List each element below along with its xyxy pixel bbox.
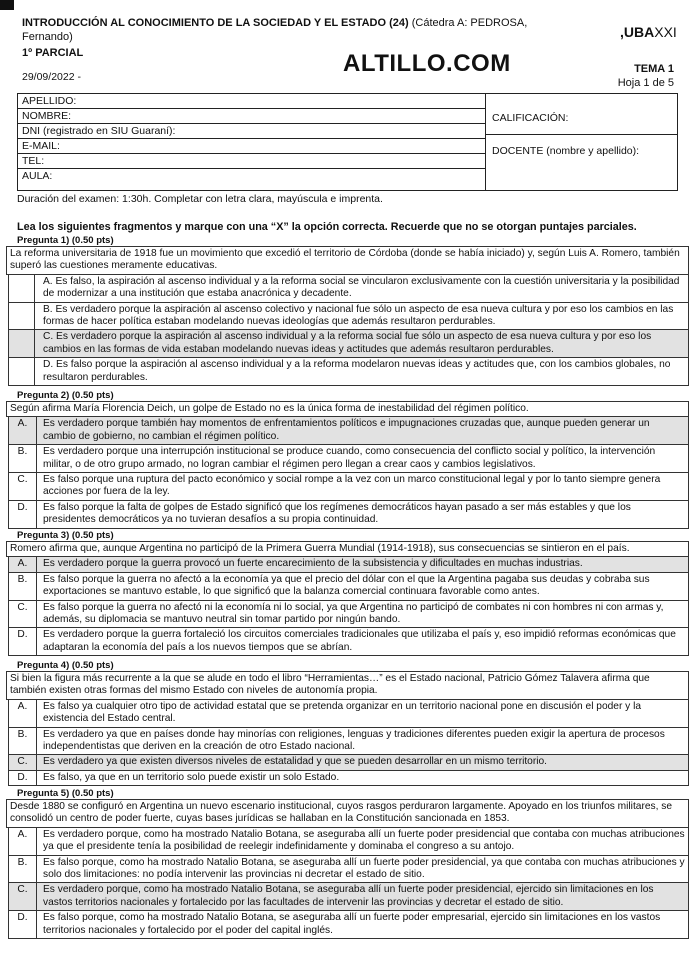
field-email[interactable]: E-MAIL:	[18, 139, 485, 154]
option-d[interactable]	[9, 627, 688, 655]
student-id-box	[17, 93, 678, 191]
question-stem: Romero afirma que, aunque Argentina no participó de la Primera Guerra Mundial (1914-1918), sus consecuencias se sintieron en el país.	[6, 541, 689, 557]
option-letter[interactable]: A.	[9, 828, 37, 855]
option-letter[interactable]: C.	[9, 473, 37, 500]
option-text: Es verdadero porque una interrupción institucional se produce cuando, como consecuencia del conflicto social y político, la intervención militar, o de otro grupo armado, no logran cambiar el régimen pero llegan a crear caos y cambios legislativos.	[43, 446, 656, 470]
question-label: Pregunta 4) (0.50 pts)	[17, 660, 114, 671]
student-fields	[18, 94, 486, 190]
option-text: Es falso porque la guerra no afectó ni la economía ni lo social, ya que Argentina no participó de combates ni con hombres ni con armas y, además, su diplomacia se mantuvo neutral sin tomar partido por ningún bando.	[43, 601, 664, 626]
field-apellido[interactable]: APELLIDO:	[18, 94, 485, 109]
docente-cell	[486, 135, 677, 190]
instructions: Lea los siguientes fragmentos y marque con una “X” la opción correcta. Recuerde que no se otorgan puntajes parciales.	[17, 221, 637, 233]
option-c[interactable]	[9, 754, 688, 769]
option-d[interactable]	[9, 357, 688, 385]
option-text: A. Es falso, la aspiración al ascenso individual y a la reforma social se vincularon exclusivamente con la cuestión universitaria y la posibilidad de modernizar a una institución que estaba anacrónica y decadente.	[43, 275, 680, 300]
option-letter[interactable]: A.	[9, 557, 37, 571]
question-stem: La reforma universitaria de 1918 fue un movimiento que excedió el territorio de Córdoba (donde se había iniciado) y, según Luis A. Romero, también superó las cuestiones meramente educativas.	[6, 246, 689, 275]
tema-label: TEMA 1	[634, 63, 674, 75]
option-text: Es falso porque una ruptura del pacto económico y social rompe a la vez con un marco constitucional legal y por lo tanto siempre genera acciones por fuera de la ley.	[43, 474, 661, 498]
option-text: Es verdadero ya que existen diversos niveles de estatalidad y que se pueden desarrollar en un mismo territorio.	[43, 756, 547, 768]
option-text: C. Es verdadero porque la aspiración al ascenso individual y a la reforma social fue sólo un aspecto de esa nueva cultura y por eso los cambios en las formas de vida estaban modelando nuevas ideas y actitudes que además resultaron perdurables.	[43, 331, 652, 355]
option-checkbox[interactable]	[9, 330, 35, 357]
option-a[interactable]	[9, 828, 688, 855]
option-letter[interactable]: B.	[9, 856, 37, 883]
options-table	[8, 275, 689, 386]
option-letter[interactable]: C.	[9, 883, 37, 910]
option-checkbox[interactable]	[9, 303, 35, 330]
option-b[interactable]	[9, 444, 688, 472]
option-c[interactable]	[9, 472, 688, 500]
option-text: Es falso porque, como ha mostrado Natalio Botana, se aseguraba allí un fuerte poder presidencial, ya que contaba con muchas atribuciones y solo dos limitaciones: no podía intervenir las provincias ni decretar el estado de sitio.	[43, 856, 685, 881]
option-text: Es verdadero porque la guerra fortaleció los circuitos comerciales tradicionales que utilizaba el país y, eso impidió reformas económicas que adaptaran la economía del país a los nuevos tiempos que se abrían.	[43, 629, 676, 653]
question-label: Pregunta 2) (0.50 pts)	[17, 390, 114, 401]
uba-logo	[620, 24, 677, 40]
option-c[interactable]	[9, 600, 688, 628]
tema-block	[600, 62, 674, 90]
option-letter[interactable]: C.	[9, 755, 37, 769]
course-name: INTRODUCCIÓN AL CONOCIMIENTO DE LA SOCIEDAD Y EL ESTADO (24)	[22, 17, 409, 29]
option-letter[interactable]: B.	[9, 445, 37, 472]
option-c[interactable]	[9, 882, 688, 910]
field-nombre[interactable]: NOMBRE:	[18, 109, 485, 124]
watermark: ALTILLO.COM	[343, 50, 511, 77]
question-stem: Según afirma María Florencia Deich, un golpe de Estado no es la única forma de inestabilidad del régimen político.	[6, 401, 689, 417]
option-b[interactable]	[9, 727, 688, 755]
docente-label: DOCENTE (nombre y apellido):	[492, 145, 640, 157]
option-text: Es falso, ya que en un territorio solo puede existir un solo Estado.	[43, 771, 340, 783]
option-text: Es verdadero porque también hay momentos de enfrentamientos políticos e impugnaciones cruzadas que, aunque pueden generar un cambio de gobierno, no cambian el régimen político.	[43, 418, 650, 442]
option-text: Es falso porque, como ha mostrado Natalio Botana, se aseguraba allí un fuerte poder empresarial, ejercido sin limitaciones en los vastos territorios nacionales y fortalecido por el poder del capital inglés.	[43, 912, 661, 936]
question-5	[0, 788, 700, 939]
exam-date: 29/09/2022 -	[22, 71, 81, 83]
options-table	[8, 557, 689, 656]
option-b[interactable]	[9, 855, 688, 883]
option-letter[interactable]: D.	[9, 501, 37, 528]
question-4	[0, 660, 700, 786]
option-a[interactable]	[9, 557, 688, 571]
option-text: Es verdadero porque, como ha mostrado Natalio Botana, se aseguraba allí un fuerte poder presidencial, ejercido sin limitaciones en los vastos territorios nacionales y fortalecido por las facultades de intervenir las provincias y decretar el estado de sitio.	[43, 884, 654, 908]
option-text: B. Es verdadero porque la aspiración al ascenso colectivo y nacional fue sólo un aspecto de esa nueva cultura y por eso los cambios en las formas de hacer política estaban modelando nuevas ideologías que además resultaron perdurables.	[43, 303, 674, 328]
option-b[interactable]	[9, 572, 688, 600]
uba-xxi: XXI	[654, 24, 677, 40]
option-letter[interactable]: B.	[9, 728, 37, 755]
hoja-label: Hoja 1 de 5	[617, 77, 674, 89]
option-letter[interactable]: D.	[9, 911, 37, 938]
corner-mark	[0, 0, 14, 10]
question-label: Pregunta 1) (0.50 pts)	[17, 235, 114, 246]
question-stem: Desde 1880 se configuró en Argentina un nuevo escenario institucional, cuyos rasgos perduraron largamente. Apoyado en los triunfos militares, se consolidó un centro de poder fuerte, cuyas bases jurídicas se hallaban en la Constitución sancionada en 1853.	[6, 799, 689, 828]
calificacion-label: CALIFICACIÓN:	[492, 112, 569, 124]
option-letter[interactable]: A.	[9, 700, 37, 727]
options-table	[8, 417, 689, 528]
options-table	[8, 828, 689, 939]
option-text: D. Es falso porque la aspiración al ascenso individual y a la reforma modelaron nuevas ideas y actitudes que, con los cambios globales, no resultaron perdurables.	[43, 359, 671, 383]
catedra: (Cátedra A: PEDROSA, Fernando)	[22, 17, 528, 43]
parcial-label: 1º PARCIAL	[22, 47, 84, 59]
option-text: Es falso porque la guerra no afectó a la economía ya que el precio del dólar con el que la Argentina pagaba sus deudas y cobraba sus exportaciones se mantuvo estable, lo que significó que la balanza comercial continuara favorable como antes.	[43, 573, 650, 598]
question-2	[0, 390, 700, 529]
field-aula[interactable]: AULA:	[22, 170, 53, 182]
field-tel[interactable]: TEL:	[18, 154, 485, 169]
option-text: Es falso porque la falta de golpes de Estado significó que los regímenes democráticos hayan pasado a ser más estables y que los presidentes democráticos ya no tuvieran desafíos a su propia continuidad.	[43, 501, 631, 526]
calificacion-cell	[486, 94, 677, 135]
option-a[interactable]	[9, 275, 688, 302]
question-1	[0, 235, 700, 386]
option-a[interactable]	[9, 700, 688, 727]
field-dni[interactable]: DNI (registrado en SIU Guaraní):	[18, 124, 485, 139]
question-label: Pregunta 3) (0.50 pts)	[17, 530, 114, 541]
option-text: Es verdadero porque la guerra provocó un fuerte encarecimiento de la subsistencia y dificultades en muchas industrias.	[43, 558, 583, 570]
question-label: Pregunta 5) (0.50 pts)	[17, 788, 114, 799]
option-checkbox[interactable]	[9, 358, 35, 385]
option-a[interactable]	[9, 417, 688, 444]
question-stem: Si bien la figura más recurrente a la que se alude en todo el libro “Herramientas…” es el Estado nacional, Patricio Gómez Talavera afirma que también existen otras formas del mismo Estado con niveles de autonomía propia.	[6, 671, 689, 700]
option-letter[interactable]: A.	[9, 417, 37, 444]
options-table	[8, 700, 689, 786]
uba-logo-text: ,UBA	[620, 24, 655, 40]
option-text: Es falso ya cualquier otro tipo de actividad estatal que se pretenda organizar en un territorio nacional pone en discusión el poder y la existencia del Estado central.	[43, 700, 642, 725]
option-d[interactable]	[9, 910, 688, 938]
option-letter[interactable]: B.	[9, 573, 37, 600]
option-b[interactable]	[9, 302, 688, 330]
question-3	[0, 530, 700, 656]
option-letter[interactable]: C.	[9, 601, 37, 628]
duration-note: Duración del examen: 1:30h. Completar con letra clara, mayúscula e imprenta.	[17, 193, 383, 205]
option-text: Es verdadero ya que en países donde hay minorías con religiones, lenguas y tradiciones diferentes pueden exigir la apertura de procesos independentistas que deriven en la creación de otro Estado nacional.	[43, 728, 665, 753]
option-letter[interactable]: D.	[9, 771, 37, 785]
option-d[interactable]	[9, 770, 688, 785]
course-title	[22, 16, 542, 44]
option-letter[interactable]: D.	[9, 628, 37, 655]
option-d[interactable]	[9, 500, 688, 528]
option-text: Es verdadero porque, como ha mostrado Natalio Botana, se aseguraba allí un fuerte poder presidencial que contaba con muchas atribuciones ya que el presidente tenía la posibilidad de reelegir indefinidamente y dominaba el congreso a su antojo.	[43, 828, 685, 853]
option-c[interactable]	[9, 329, 688, 357]
option-checkbox[interactable]	[9, 275, 35, 302]
